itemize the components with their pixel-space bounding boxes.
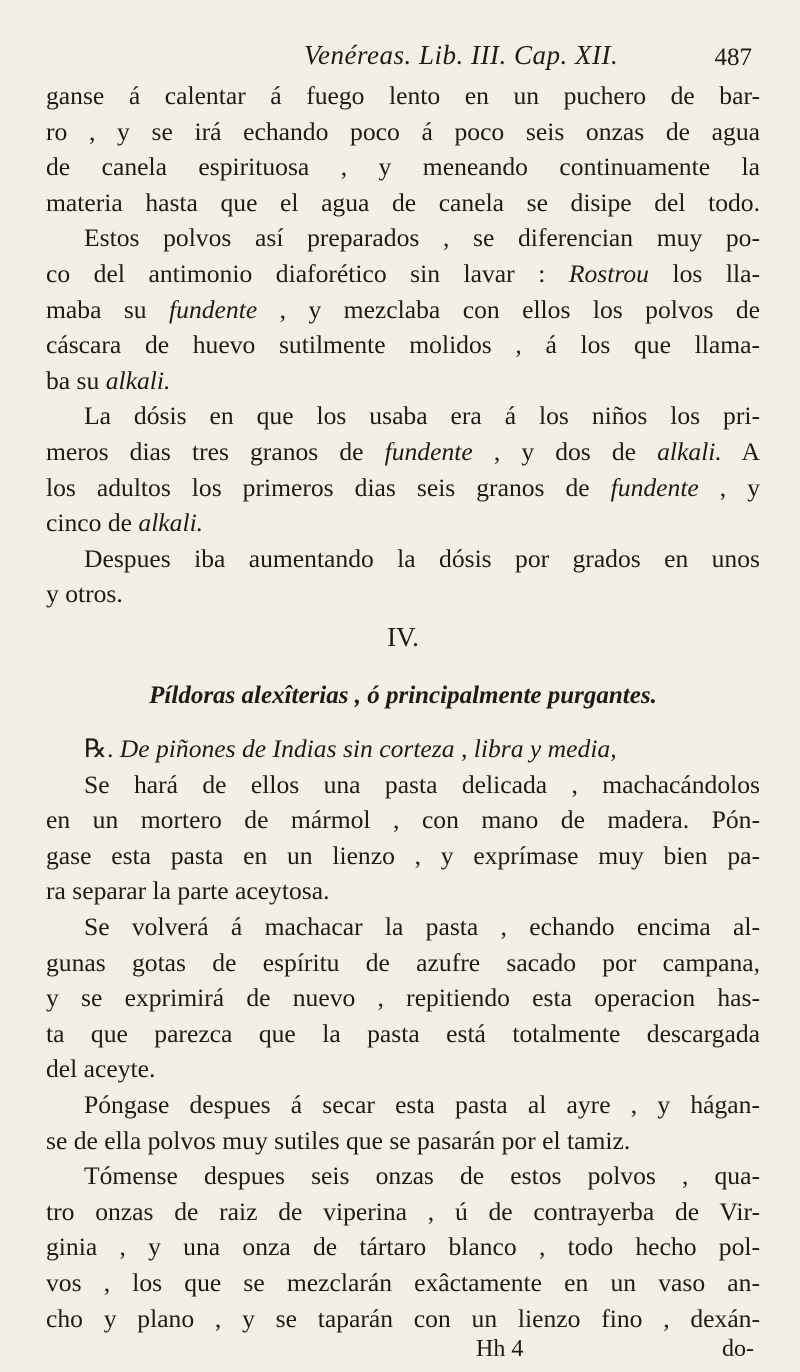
term-fundente: fundente bbox=[610, 472, 699, 502]
text-line: ra separar la parte aceytosa. bbox=[46, 876, 330, 906]
text-line: Estos polvos así preparados , se diferencian muy po- bbox=[84, 223, 760, 253]
text-line: Despues iba aumentando la dósis por grados en unos bbox=[84, 543, 760, 573]
text-line bbox=[46, 434, 760, 470]
text-line: cáscara de huevo sutilmente molidos , á los que llama- bbox=[46, 330, 760, 360]
paragraph-mixing bbox=[46, 1158, 760, 1336]
text-line: Póngase despues á secar esta pasta al ayre , y hágan- bbox=[84, 1090, 760, 1120]
paragraph-paste bbox=[46, 767, 760, 909]
running-head bbox=[46, 38, 760, 78]
text-run: los lla- bbox=[648, 258, 760, 288]
text-line: La dósis en que los usaba era á los niños los pri- bbox=[84, 401, 760, 431]
signature-mark: Hh 4 bbox=[476, 1336, 524, 1363]
page-footer bbox=[46, 1336, 760, 1372]
text-line: vos , los que se mezclarán exâctamente en un vaso an- bbox=[46, 1268, 760, 1297]
text-line: de canela espirituosa , y meneando continuamente la bbox=[46, 152, 760, 182]
term-fundente: fundente bbox=[384, 436, 473, 466]
text-line bbox=[46, 256, 760, 292]
text-run: maba su bbox=[46, 294, 170, 324]
text-run: co del antimonio diaforético sin lavar : bbox=[46, 258, 569, 288]
text-line bbox=[46, 363, 760, 399]
text-run: A bbox=[721, 436, 760, 466]
paragraph-drying bbox=[46, 1087, 760, 1158]
author-name: Rostrou bbox=[568, 258, 649, 288]
text-line bbox=[46, 470, 760, 506]
text-line: gase esta pasta en un lienzo , y exprímase muy bien pa- bbox=[46, 840, 760, 870]
term-fundente: fundente bbox=[169, 294, 258, 324]
text-line: Se volverá á machacar la pasta , echando encima al- bbox=[84, 912, 760, 942]
text-line: materia hasta que el agua de canela se disipe del todo. bbox=[46, 187, 760, 217]
paragraph-cinnamon-water bbox=[46, 78, 760, 220]
body-text bbox=[46, 78, 760, 1336]
text-run: , y bbox=[698, 472, 760, 502]
section-title: Píldoras alexîterias , ó principalmente purgantes. bbox=[149, 681, 657, 709]
text-run: , y mezclaba con ellos los polvos de bbox=[257, 294, 760, 324]
paragraph-increase bbox=[46, 541, 760, 612]
text-line: se de ella polvos muy sutiles que se pasarán por el tamiz. bbox=[46, 1125, 631, 1155]
page-number: 487 bbox=[714, 44, 752, 71]
paragraph-dosage bbox=[46, 398, 760, 540]
text-line: ganse á calentar á fuego lento en un puchero de bar- bbox=[46, 81, 760, 110]
paragraph-sulphur bbox=[46, 909, 760, 1087]
text-line: gunas gotas de espíritu de azufre sacado por campana, bbox=[46, 947, 760, 977]
text-line: cho y plano , y se taparán con un lienzo fino , dexán- bbox=[46, 1303, 760, 1333]
text-line: del aceyte. bbox=[46, 1054, 156, 1084]
paragraph-powders bbox=[46, 220, 760, 398]
recipe-symbol: ℞. bbox=[84, 734, 114, 764]
text-line: en un mortero de mármol , con mano de madera. Pón- bbox=[46, 805, 760, 835]
catchword: do- bbox=[722, 1336, 754, 1363]
text-line: y otros. bbox=[46, 579, 123, 609]
text-line bbox=[46, 292, 760, 328]
text-line: ta que parezca que la pasta está totalmente descargada bbox=[46, 1018, 760, 1048]
text-line: y se exprimirá de nuevo , repitiendo esta operacion has- bbox=[46, 983, 760, 1013]
text-run: , y dos de bbox=[472, 436, 658, 466]
text-run: meros dias tres granos de bbox=[46, 436, 385, 466]
text-line: Tómense despues seis onzas de estos polvos , qua- bbox=[84, 1161, 760, 1191]
text-run: cinco de bbox=[46, 508, 139, 538]
section-number: IV. bbox=[387, 621, 419, 652]
term-alkali: alkali. bbox=[105, 365, 171, 395]
recipe-text: De piñones de Indias sin corteza , libra y media, bbox=[113, 734, 617, 764]
text-line: ginia , y una onza de tártaro blanco , todo hecho pol- bbox=[46, 1232, 760, 1262]
running-title: Venéreas. Lib. III. Cap. XII. bbox=[304, 40, 619, 70]
recipe-line bbox=[46, 731, 760, 767]
text-line: Se hará de ellos una pasta delicada , machacándolos bbox=[84, 769, 760, 799]
text-run: los adultos los primeros dias seis granos de bbox=[46, 472, 611, 502]
term-alkali: alkali. bbox=[657, 436, 722, 466]
term-alkali: alkali. bbox=[138, 508, 204, 538]
text-line: ro , y se irá echando poco á poco seis onzas de agua bbox=[46, 116, 760, 146]
text-line: tro onzas de raiz de viperina , ú de contrayerba de Vir- bbox=[46, 1196, 760, 1226]
text-line bbox=[46, 505, 760, 541]
text-run: ba su bbox=[46, 365, 106, 395]
